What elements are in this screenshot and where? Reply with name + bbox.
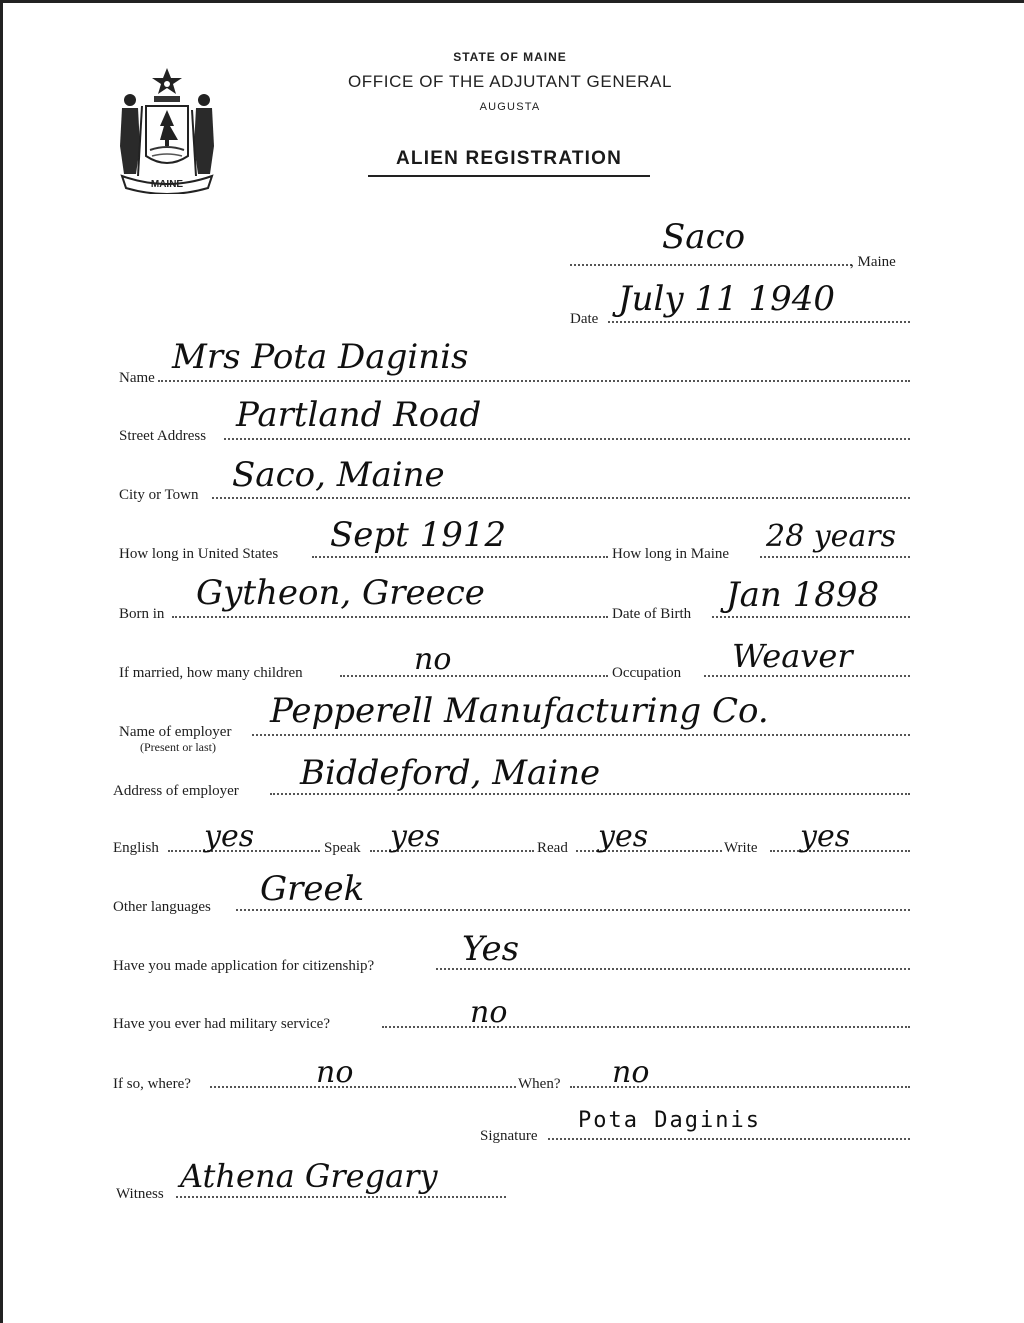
- witness-value: Athena Gregary: [180, 1157, 438, 1195]
- employer-note: (Present or last): [140, 740, 216, 754]
- birthplace-line: [172, 616, 608, 618]
- when-value: no: [612, 1055, 650, 1090]
- maine-duration-line: [760, 556, 910, 558]
- header-city: AUGUSTA: [479, 101, 541, 113]
- other-languages-value: Greek: [260, 869, 365, 909]
- witness-line: [176, 1196, 506, 1198]
- when-label: When?: [518, 1076, 561, 1092]
- occupation-line: [704, 675, 910, 677]
- military-label: Have you ever had military service?: [113, 1016, 330, 1032]
- other-languages-label: Other languages: [113, 899, 211, 915]
- read-label: Read: [537, 840, 568, 856]
- us-duration-line: [312, 556, 608, 558]
- employer-value: Pepperell Manufacturing Co.: [270, 691, 769, 731]
- date-value: July 11 1940: [618, 279, 836, 319]
- where-label: If so, where?: [113, 1076, 191, 1092]
- street-label: Street Address: [119, 428, 207, 444]
- employer-address-line: [270, 793, 910, 795]
- employer-line: [252, 734, 910, 736]
- employer-address-value: Biddeford, Maine: [300, 753, 601, 793]
- birthplace-label: Born in: [119, 606, 165, 622]
- town-value: Saco: [662, 217, 746, 257]
- header-state: STATE OF MAINE: [453, 50, 567, 64]
- city-value: Saco, Maine: [232, 455, 445, 495]
- name-value: Mrs Pota Daginis: [172, 337, 469, 377]
- occupation-label: Occupation: [612, 665, 682, 681]
- signature-label: Signature: [480, 1128, 538, 1144]
- street-line: [224, 438, 910, 440]
- citizenship-value: Yes: [462, 929, 520, 969]
- where-line: [210, 1086, 516, 1088]
- seal-banner: MAINE: [150, 179, 184, 190]
- us-duration-label: How long in United States: [119, 546, 279, 562]
- military-value: no: [470, 995, 508, 1030]
- maine-label: , Maine: [850, 254, 896, 270]
- employer-label: Name of employer: [119, 724, 232, 740]
- date-label: Date: [570, 311, 599, 327]
- english-label: English: [113, 840, 159, 856]
- date-line: [608, 321, 910, 323]
- occupation-value: Weaver: [732, 637, 853, 675]
- form-title: ALIEN REGISTRATION: [368, 148, 650, 177]
- other-languages-line: [236, 909, 910, 911]
- city-label: City or Town: [119, 487, 199, 503]
- english-value: yes: [204, 819, 255, 854]
- header-office: OFFICE OF THE ADJUTANT GENERAL: [347, 72, 673, 91]
- where-value: no: [316, 1055, 354, 1090]
- name-label: Name: [119, 370, 155, 386]
- children-line: [340, 675, 608, 677]
- employer-address-label: Address of employer: [113, 783, 239, 799]
- speak-label: Speak: [324, 840, 361, 856]
- children-label: If married, how many children: [119, 665, 303, 681]
- signature-value: Pota Daginis: [578, 1108, 761, 1133]
- witness-label: Witness: [116, 1186, 164, 1202]
- read-value: yes: [598, 819, 649, 854]
- signature-line: [548, 1138, 910, 1140]
- city-line: [212, 497, 910, 499]
- children-value: no: [414, 642, 452, 677]
- us-duration-value: Sept 1912: [330, 515, 507, 555]
- write-label: Write: [724, 840, 758, 856]
- birthdate-line: [712, 616, 910, 618]
- military-line: [382, 1026, 910, 1028]
- speak-value: yes: [390, 819, 441, 854]
- street-value: Partland Road: [236, 395, 482, 435]
- name-line: [158, 380, 910, 382]
- write-value: yes: [800, 819, 851, 854]
- birthdate-label: Date of Birth: [612, 606, 692, 622]
- state-seal-icon: [108, 66, 226, 194]
- birthdate-value: Jan 1898: [726, 575, 880, 615]
- town-line: [570, 264, 852, 266]
- maine-duration-value: 28 years: [766, 519, 897, 554]
- birthplace-value: Gytheon, Greece: [196, 573, 485, 613]
- citizenship-label: Have you made application for citizenship?: [113, 958, 375, 974]
- maine-duration-label: How long in Maine: [612, 546, 730, 562]
